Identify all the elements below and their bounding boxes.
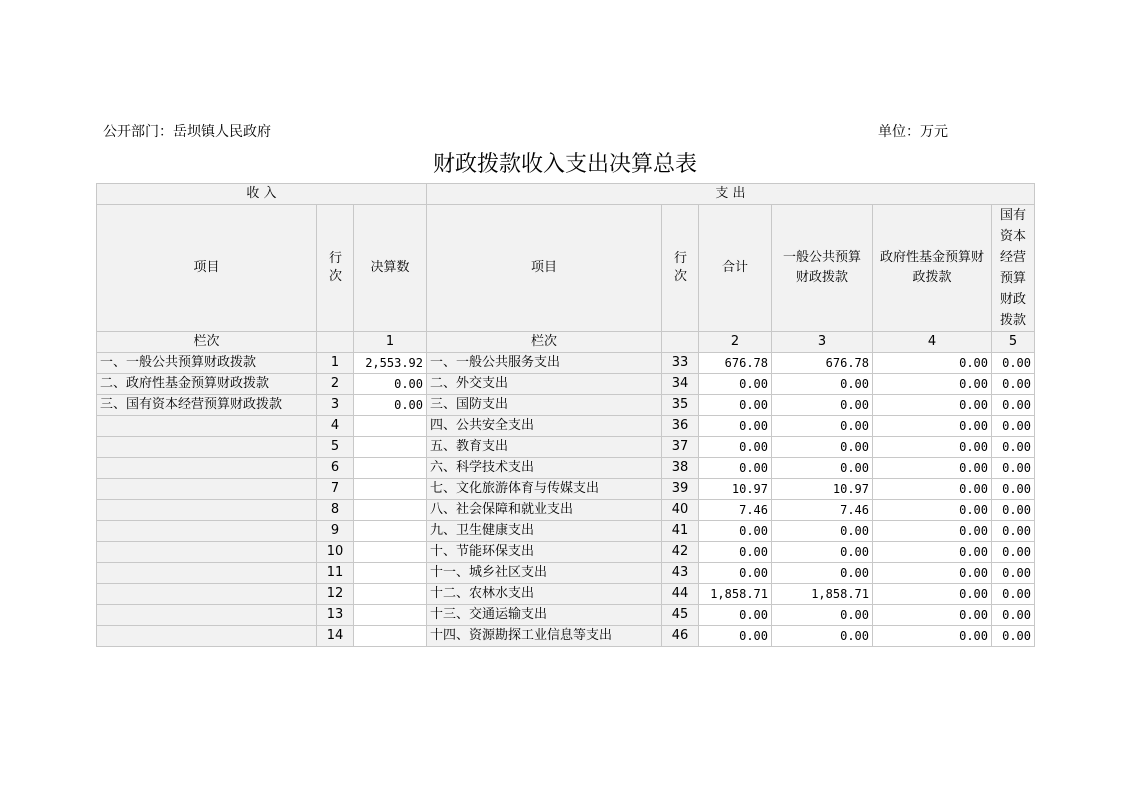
table-row bbox=[97, 458, 1035, 479]
gov-fund-cell: 0.00 bbox=[873, 458, 992, 479]
expense-row-header-text: 行次 bbox=[674, 250, 688, 284]
expense-section-label: 支 出 bbox=[715, 186, 746, 201]
total-cell: 0.00 bbox=[699, 563, 772, 584]
income-amount-cell bbox=[354, 521, 427, 542]
gov-fund-cell: 0.00 bbox=[873, 584, 992, 605]
expense-item-cell: 十二、农林水支出 bbox=[427, 584, 662, 605]
general-budget-cell: 0.00 bbox=[772, 605, 873, 626]
table-row bbox=[97, 395, 1035, 416]
state-capital-header bbox=[992, 205, 1035, 332]
expense-item-header: 项目 bbox=[427, 205, 662, 332]
expense-row-cell: 38 bbox=[662, 458, 699, 479]
expense-item-cell: 十四、资源勘探工业信息等支出 bbox=[427, 626, 662, 647]
table-row bbox=[97, 563, 1035, 584]
total-cell: 0.00 bbox=[699, 374, 772, 395]
table-row bbox=[97, 416, 1035, 437]
table-row bbox=[97, 542, 1035, 563]
income-amount-cell bbox=[354, 542, 427, 563]
income-row-cell: 7 bbox=[317, 479, 354, 500]
income-item-cell bbox=[97, 626, 317, 647]
income-amount-cell bbox=[354, 605, 427, 626]
income-item-cell bbox=[97, 458, 317, 479]
unit-label: 单位：万元 bbox=[878, 124, 948, 140]
general-budget-cell: 7.46 bbox=[772, 500, 873, 521]
column-header-row bbox=[97, 205, 1035, 332]
expense-row-cell: 36 bbox=[662, 416, 699, 437]
income-amount-cell bbox=[354, 416, 427, 437]
expense-section-header bbox=[427, 184, 1035, 205]
state-capital-cell: 0.00 bbox=[992, 416, 1035, 437]
general-budget-cell: 0.00 bbox=[772, 563, 873, 584]
income-amount-cell bbox=[354, 584, 427, 605]
index-col-3: 3 bbox=[772, 332, 873, 353]
income-row-cell: 12 bbox=[317, 584, 354, 605]
expense-row-cell: 41 bbox=[662, 521, 699, 542]
income-item-cell: 三、国有资本经营预算财政拨款 bbox=[97, 395, 317, 416]
expense-item-cell: 十一、城乡社区支出 bbox=[427, 563, 662, 584]
column-index-row bbox=[97, 332, 1035, 353]
income-amount-cell bbox=[354, 563, 427, 584]
income-row-cell: 10 bbox=[317, 542, 354, 563]
expense-item-cell: 三、国防支出 bbox=[427, 395, 662, 416]
state-capital-header-text: 国有资本经营预算财政拨款 bbox=[999, 208, 1026, 328]
income-row-cell: 1 bbox=[317, 353, 354, 374]
general-budget-cell: 0.00 bbox=[772, 416, 873, 437]
general-budget-cell: 676.78 bbox=[772, 353, 873, 374]
income-row-cell: 4 bbox=[317, 416, 354, 437]
table-row bbox=[97, 500, 1035, 521]
income-amount-header: 决算数 bbox=[354, 205, 427, 332]
gov-fund-cell: 0.00 bbox=[873, 563, 992, 584]
appropriation-summary-table bbox=[96, 183, 1035, 647]
expense-item-cell: 六、科学技术支出 bbox=[427, 458, 662, 479]
income-row-cell: 8 bbox=[317, 500, 354, 521]
general-budget-cell: 0.00 bbox=[772, 521, 873, 542]
gov-fund-cell: 0.00 bbox=[873, 437, 992, 458]
general-budget-header-text: 一般公共预算财政拨款 bbox=[782, 250, 861, 285]
general-budget-cell: 10.97 bbox=[772, 479, 873, 500]
income-row-cell: 2 bbox=[317, 374, 354, 395]
income-row-cell: 11 bbox=[317, 563, 354, 584]
gov-fund-cell: 0.00 bbox=[873, 479, 992, 500]
income-amount-cell bbox=[354, 500, 427, 521]
state-capital-cell: 0.00 bbox=[992, 563, 1035, 584]
expense-item-cell: 八、社会保障和就业支出 bbox=[427, 500, 662, 521]
expense-row-cell: 37 bbox=[662, 437, 699, 458]
income-section-label: 收 入 bbox=[246, 186, 277, 201]
state-capital-cell: 0.00 bbox=[992, 626, 1035, 647]
state-capital-cell: 0.00 bbox=[992, 542, 1035, 563]
gov-fund-cell: 0.00 bbox=[873, 521, 992, 542]
income-item-header: 项目 bbox=[97, 205, 317, 332]
expense-item-cell: 二、外交支出 bbox=[427, 374, 662, 395]
expense-row-cell: 34 bbox=[662, 374, 699, 395]
income-amount-cell: 0.00 bbox=[354, 374, 427, 395]
expense-row-cell: 46 bbox=[662, 626, 699, 647]
state-capital-cell: 0.00 bbox=[992, 437, 1035, 458]
expense-row-cell: 39 bbox=[662, 479, 699, 500]
expense-item-cell: 十三、交通运输支出 bbox=[427, 605, 662, 626]
expense-row-header bbox=[662, 205, 699, 332]
income-item-cell bbox=[97, 416, 317, 437]
gov-fund-cell: 0.00 bbox=[873, 353, 992, 374]
expense-row-cell: 44 bbox=[662, 584, 699, 605]
general-budget-cell: 0.00 bbox=[772, 437, 873, 458]
gov-fund-cell: 0.00 bbox=[873, 416, 992, 437]
income-row-cell: 6 bbox=[317, 458, 354, 479]
expense-item-cell: 五、教育支出 bbox=[427, 437, 662, 458]
total-cell: 7.46 bbox=[699, 500, 772, 521]
income-row-cell: 5 bbox=[317, 437, 354, 458]
expense-row-cell: 35 bbox=[662, 395, 699, 416]
income-row-cell: 14 bbox=[317, 626, 354, 647]
expense-index-label: 栏次 bbox=[427, 332, 662, 353]
table-row bbox=[97, 605, 1035, 626]
income-item-cell bbox=[97, 479, 317, 500]
expense-item-cell: 四、公共安全支出 bbox=[427, 416, 662, 437]
income-index-blank bbox=[317, 332, 354, 353]
income-amount-cell bbox=[354, 437, 427, 458]
gov-fund-cell: 0.00 bbox=[873, 395, 992, 416]
state-capital-cell: 0.00 bbox=[992, 458, 1035, 479]
gov-fund-cell: 0.00 bbox=[873, 500, 992, 521]
income-row-header-text: 行次 bbox=[329, 250, 343, 284]
total-cell: 10.97 bbox=[699, 479, 772, 500]
state-capital-cell: 0.00 bbox=[992, 374, 1035, 395]
general-budget-header bbox=[772, 205, 873, 332]
total-cell: 0.00 bbox=[699, 605, 772, 626]
gov-fund-cell: 0.00 bbox=[873, 626, 992, 647]
table-row bbox=[97, 521, 1035, 542]
table-row bbox=[97, 374, 1035, 395]
income-item-cell bbox=[97, 500, 317, 521]
income-amount-cell bbox=[354, 479, 427, 500]
income-item-cell bbox=[97, 605, 317, 626]
income-amount-cell bbox=[354, 458, 427, 479]
income-index-label: 栏次 bbox=[97, 332, 317, 353]
gov-fund-header-text: 政府性基金预算财政拨款 bbox=[879, 250, 984, 285]
income-item-cell bbox=[97, 542, 317, 563]
income-row-cell: 9 bbox=[317, 521, 354, 542]
state-capital-cell: 0.00 bbox=[992, 521, 1035, 542]
total-cell: 0.00 bbox=[699, 437, 772, 458]
general-budget-cell: 0.00 bbox=[772, 458, 873, 479]
gov-fund-cell: 0.00 bbox=[873, 605, 992, 626]
total-cell: 0.00 bbox=[699, 542, 772, 563]
table-row bbox=[97, 626, 1035, 647]
department-label: 公开部门：岳坝镇人民政府 bbox=[103, 124, 271, 140]
income-item-cell bbox=[97, 437, 317, 458]
total-header: 合计 bbox=[699, 205, 772, 332]
expense-item-cell: 十、节能环保支出 bbox=[427, 542, 662, 563]
general-budget-cell: 0.00 bbox=[772, 626, 873, 647]
expense-row-cell: 42 bbox=[662, 542, 699, 563]
state-capital-cell: 0.00 bbox=[992, 605, 1035, 626]
expense-item-cell: 一、一般公共服务支出 bbox=[427, 353, 662, 374]
total-cell: 0.00 bbox=[699, 458, 772, 479]
total-cell: 1,858.71 bbox=[699, 584, 772, 605]
income-row-cell: 13 bbox=[317, 605, 354, 626]
expense-row-cell: 43 bbox=[662, 563, 699, 584]
general-budget-cell: 1,858.71 bbox=[772, 584, 873, 605]
table-row bbox=[97, 437, 1035, 458]
income-amount-cell: 0.00 bbox=[354, 395, 427, 416]
total-cell: 0.00 bbox=[699, 416, 772, 437]
table-row bbox=[97, 479, 1035, 500]
total-cell: 0.00 bbox=[699, 395, 772, 416]
index-col-5: 5 bbox=[992, 332, 1035, 353]
state-capital-cell: 0.00 bbox=[992, 584, 1035, 605]
expense-row-cell: 45 bbox=[662, 605, 699, 626]
expense-index-blank bbox=[662, 332, 699, 353]
state-capital-cell: 0.00 bbox=[992, 500, 1035, 521]
expense-item-cell: 九、卫生健康支出 bbox=[427, 521, 662, 542]
gov-fund-cell: 0.00 bbox=[873, 542, 992, 563]
expense-row-cell: 33 bbox=[662, 353, 699, 374]
income-section-header bbox=[97, 184, 427, 205]
income-item-cell bbox=[97, 584, 317, 605]
expense-item-cell: 七、文化旅游体育与传媒支出 bbox=[427, 479, 662, 500]
general-budget-cell: 0.00 bbox=[772, 374, 873, 395]
income-item-cell: 二、政府性基金预算财政拨款 bbox=[97, 374, 317, 395]
general-budget-cell: 0.00 bbox=[772, 395, 873, 416]
expense-row-cell: 40 bbox=[662, 500, 699, 521]
income-index-col: 1 bbox=[354, 332, 427, 353]
state-capital-cell: 0.00 bbox=[992, 479, 1035, 500]
income-item-cell bbox=[97, 563, 317, 584]
table-row bbox=[97, 584, 1035, 605]
gov-fund-cell: 0.00 bbox=[873, 374, 992, 395]
income-row-cell: 3 bbox=[317, 395, 354, 416]
page-title: 财政拨款收入支出决算总表 bbox=[432, 152, 697, 177]
index-col-2: 2 bbox=[699, 332, 772, 353]
income-amount-cell: 2,553.92 bbox=[354, 353, 427, 374]
index-col-4: 4 bbox=[873, 332, 992, 353]
state-capital-cell: 0.00 bbox=[992, 395, 1035, 416]
gov-fund-header bbox=[873, 205, 992, 332]
general-budget-cell: 0.00 bbox=[772, 542, 873, 563]
section-header-row bbox=[97, 184, 1035, 205]
income-item-cell bbox=[97, 521, 317, 542]
income-item-cell: 一、一般公共预算财政拨款 bbox=[97, 353, 317, 374]
total-cell: 0.00 bbox=[699, 521, 772, 542]
total-cell: 676.78 bbox=[699, 353, 772, 374]
total-cell: 0.00 bbox=[699, 626, 772, 647]
income-amount-cell bbox=[354, 626, 427, 647]
state-capital-cell: 0.00 bbox=[992, 353, 1035, 374]
table-row bbox=[97, 353, 1035, 374]
income-row-header bbox=[317, 205, 354, 332]
